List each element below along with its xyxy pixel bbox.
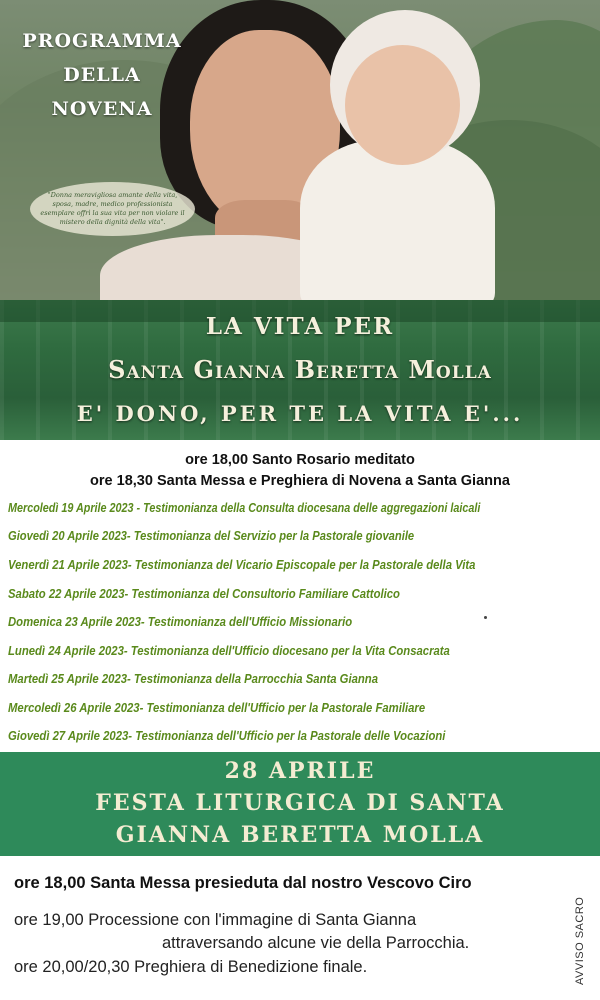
schedule-heading-mass: ore 18,30 Santa Messa e Preghiera di Novena a Santa Gianna	[90, 473, 510, 489]
list-item: Giovedì 27 Aprile 2023- Testimonianza dell'Ufficio per la Pastorale delle Vocazioni	[8, 728, 446, 743]
list-item: Giovedì 20 Aprile 2023- Testimonianza del Servizio per la Pastorale giovanile	[8, 528, 415, 543]
bottom-mass-line: ore 18,00 Santa Messa presieduta dal nostro Vescovo Ciro	[14, 874, 472, 892]
banner-line-1: LA VITA PER	[205, 313, 395, 340]
quote-text: "Donna meravigliosa amante della vita, sposa, madre, medico professionista esemplare offrì la sua vita per non violare il mistero della dignità della vita".	[40, 191, 185, 226]
bottom-procession-line: ore 19,00 Processione con l'immagine di Santa Gianna	[14, 911, 417, 929]
list-item: Venerdì 21 Aprile 2023- Testimonianza del Vicario Episcopale per la Pastorale della Vita	[8, 557, 476, 572]
feast-date: 28 APRILE	[224, 758, 376, 784]
banner-line-2: Santa Gianna Beretta Molla	[108, 355, 492, 384]
quote-oval	[30, 182, 195, 236]
feast-line-2: FESTA LITURGICA DI SANTA	[95, 790, 505, 816]
bottom-procession-continuation: attraversando alcune vie della Parrocchia.	[162, 934, 470, 952]
banner-line-3: E' DONO, PER TE LA VITA E'...	[76, 401, 524, 426]
avviso-sacro-label: AVVISO SACRO	[574, 896, 586, 985]
schedule-heading-rosary: ore 18,00 Santo Rosario meditato	[185, 452, 415, 468]
list-item: Martedì 25 Aprile 2023- Testimonianza della Parrocchia Santa Gianna	[8, 671, 379, 686]
list-item: Sabato 22 Aprile 2023- Testimonianza del Consultorio Familiare Cattolico	[8, 586, 400, 601]
programma-line: PROGRAMMA	[22, 30, 182, 52]
bottom-blessing-line: ore 20,00/20,30 Preghiera di Benedizione finale.	[14, 958, 368, 976]
programma-line: NOVENA	[51, 98, 153, 120]
programma-title	[22, 24, 182, 126]
baby-face	[345, 45, 460, 165]
hero-photo	[0, 0, 600, 305]
title-banner	[0, 300, 600, 440]
list-item: Mercoledì 19 Aprile 2023 - Testimonianza della Consulta diocesana delle aggregazioni laicali	[8, 500, 481, 515]
list-item: Lunedì 24 Aprile 2023- Testimonianza dell'Ufficio diocesano per la Vita Consacrata	[8, 643, 450, 658]
stray-dot	[484, 616, 487, 619]
feast-banner	[0, 752, 600, 856]
list-item: Domenica 23 Aprile 2023- Testimonianza dell'Ufficio Missionario	[8, 614, 353, 629]
programma-line: DELLA	[63, 64, 141, 86]
feast-line-3: GIANNA BERETTA MOLLA	[115, 822, 485, 848]
list-item: Mercoledì 26 Aprile 2023- Testimonianza dell'Ufficio per la Pastorale Familiare	[8, 700, 426, 715]
